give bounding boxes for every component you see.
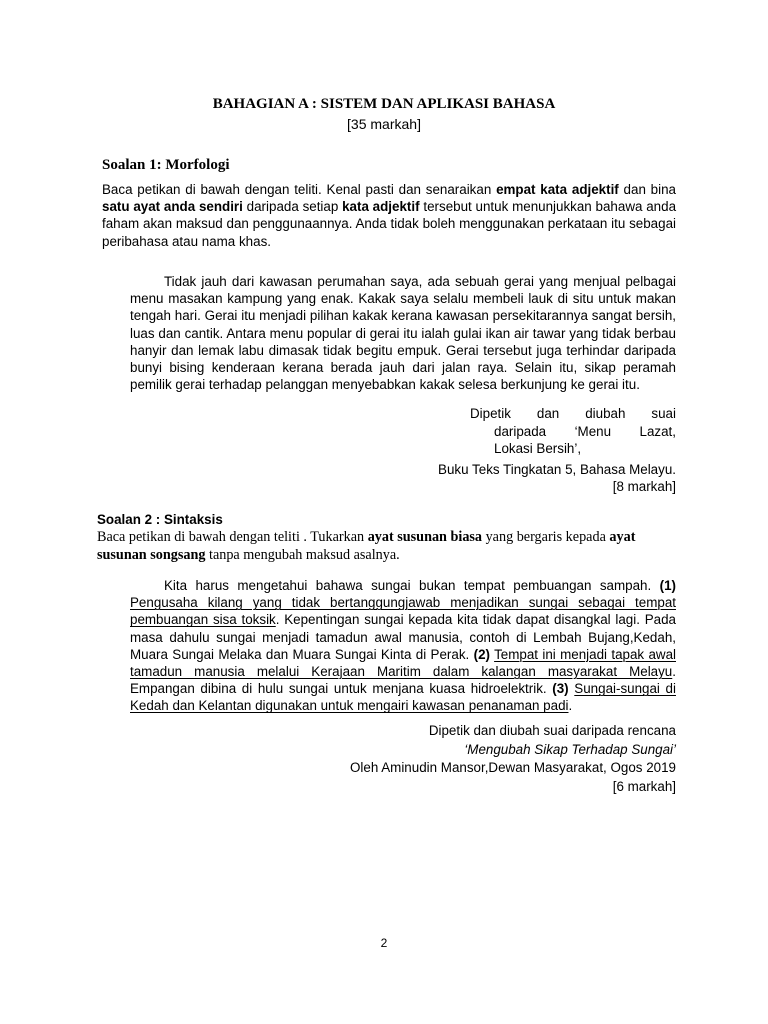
passage-text: .	[568, 698, 573, 714]
passage-text: . Empangan dibina di hulu sungai untuk menjana kuasa hidroelektrik.	[130, 664, 676, 697]
instruction-text: Baca petikan di bawah dengan teliti. Kenal pasti dan senaraikan	[102, 182, 497, 197]
question-1-marks: [8 markah]	[612, 479, 676, 494]
sentence-number-2: (2)	[473, 646, 490, 662]
question-1-passage	[130, 273, 676, 393]
question-1-heading: Soalan 1: Morfologi	[102, 157, 230, 173]
sentence-number-1: (1)	[659, 578, 676, 593]
source-line: Dipetik dan diubah suai daripada rencana	[428, 723, 676, 738]
instruction-text: dan bina	[618, 182, 676, 197]
source-word: Lazat,	[639, 423, 676, 439]
underlined-sentence-2: Tempat ini menjadi tapak awal tamadun manusia melalui Kerajaan Maritim dalam kalangan masyarakat Melayu	[130, 646, 676, 680]
question-1-instruction	[102, 181, 676, 250]
source-article-title: ‘Mengubah Sikap Terhadap Sungai’	[464, 741, 676, 757]
source-word: ‘Menu	[574, 423, 612, 439]
passage-text: Tidak jauh dari kawasan perumahan saya, ada sebuah gerai yang menjual pelbagai menu masakan kampung yang enak. Kakak saya selalu membeli lauk di situ untuk makan tengah hari. Gerai itu menjadi pilihan kakak kerana kawasan persekitarannya sangat bersih, luas dan cantik. Antara menu popular di gerai itu ialah gulai ikan air tawar yang tidak berbau hanyir dan lemak labu dimasak tidak begitu empuk. Gerai tersebut juga terhindar daripada bunyi bising kenderaan kerana berada jauh dari jalan raya. Selain itu, sikap peramah pemilik gerai terhadap pelanggan menyebabkan kakak selesa berkunjung ke gerai itu.	[130, 274, 676, 393]
section-title: BAHAGIAN A : SISTEM DAN APLIKASI BAHASA	[212, 96, 556, 112]
page-number: 2	[380, 936, 388, 950]
instruction-text: Baca petikan di bawah dengan teliti . Tukarkan	[97, 529, 368, 545]
source-word: diubah	[585, 406, 626, 421]
source-word: suai	[651, 406, 676, 421]
passage-text: Kita harus mengetahui bahawa sungai bukan tempat pembuangan sampah.	[164, 578, 660, 593]
passage-text: . Kepentingan sungai kepada kita tidak dapat disangkal lagi. Pada masa dahulu sungai menjadi tamadun awal manusia, contoh di Lembah Bujang,Kedah, Muara Sungai Melaka dan Muara Sungai Kinta di Perak.	[130, 612, 676, 662]
source-book: Buku Teks Tingkatan 5, Bahasa Melayu.	[438, 461, 676, 477]
question-2-passage	[130, 577, 676, 715]
question-2-marks: [6 markah]	[612, 779, 676, 794]
question-1-source	[402, 405, 676, 478]
underlined-sentence-3: Sungai-sungai di Kedah dan Kelantan digunakan untuk mengairi kawasan penanaman padi	[130, 681, 676, 714]
instruction-bold: empat kata adjektif	[496, 182, 619, 197]
source-author: Oleh Aminudin Mansor,Dewan Masyarakat, Ogos 2019	[349, 760, 676, 775]
instruction-text: daripada setiap	[242, 199, 343, 215]
section-marks: [35 markah]	[347, 116, 421, 132]
question-2-instruction	[97, 528, 637, 564]
question-2-heading: Soalan 2 : Sintaksis	[97, 512, 223, 527]
instruction-text: tersebut untuk menunjukkan bahawa anda faham akan maksud dan penggunaannya. Anda tidak boleh menggunakan perkataan itu sebagai peribahasa atau nama khas.	[102, 199, 677, 249]
instruction-bold: satu ayat anda sendiri	[102, 199, 243, 215]
instruction-bold: ayat susunan biasa	[367, 529, 483, 545]
underlined-sentence-1: Pengusaha kilang yang tidak bertanggungjawab menjadikan sungai sebagai tempat pembuangan sisa toksik	[130, 595, 676, 628]
question-2-source	[350, 722, 676, 778]
source-word: Dipetik	[470, 406, 511, 421]
instruction-bold: kata adjektif	[342, 199, 420, 215]
instruction-text: tanpa mengubah maksud asalnya.	[205, 547, 400, 563]
instruction-text: yang bergaris kepada	[482, 529, 610, 545]
source-line: Lokasi Bersih’,	[494, 441, 582, 456]
sentence-number-3: (3)	[552, 681, 569, 697]
source-word: daripada	[494, 423, 547, 439]
instruction-bold: ayat susunan songsang	[97, 529, 636, 563]
source-word: dan	[536, 406, 560, 421]
